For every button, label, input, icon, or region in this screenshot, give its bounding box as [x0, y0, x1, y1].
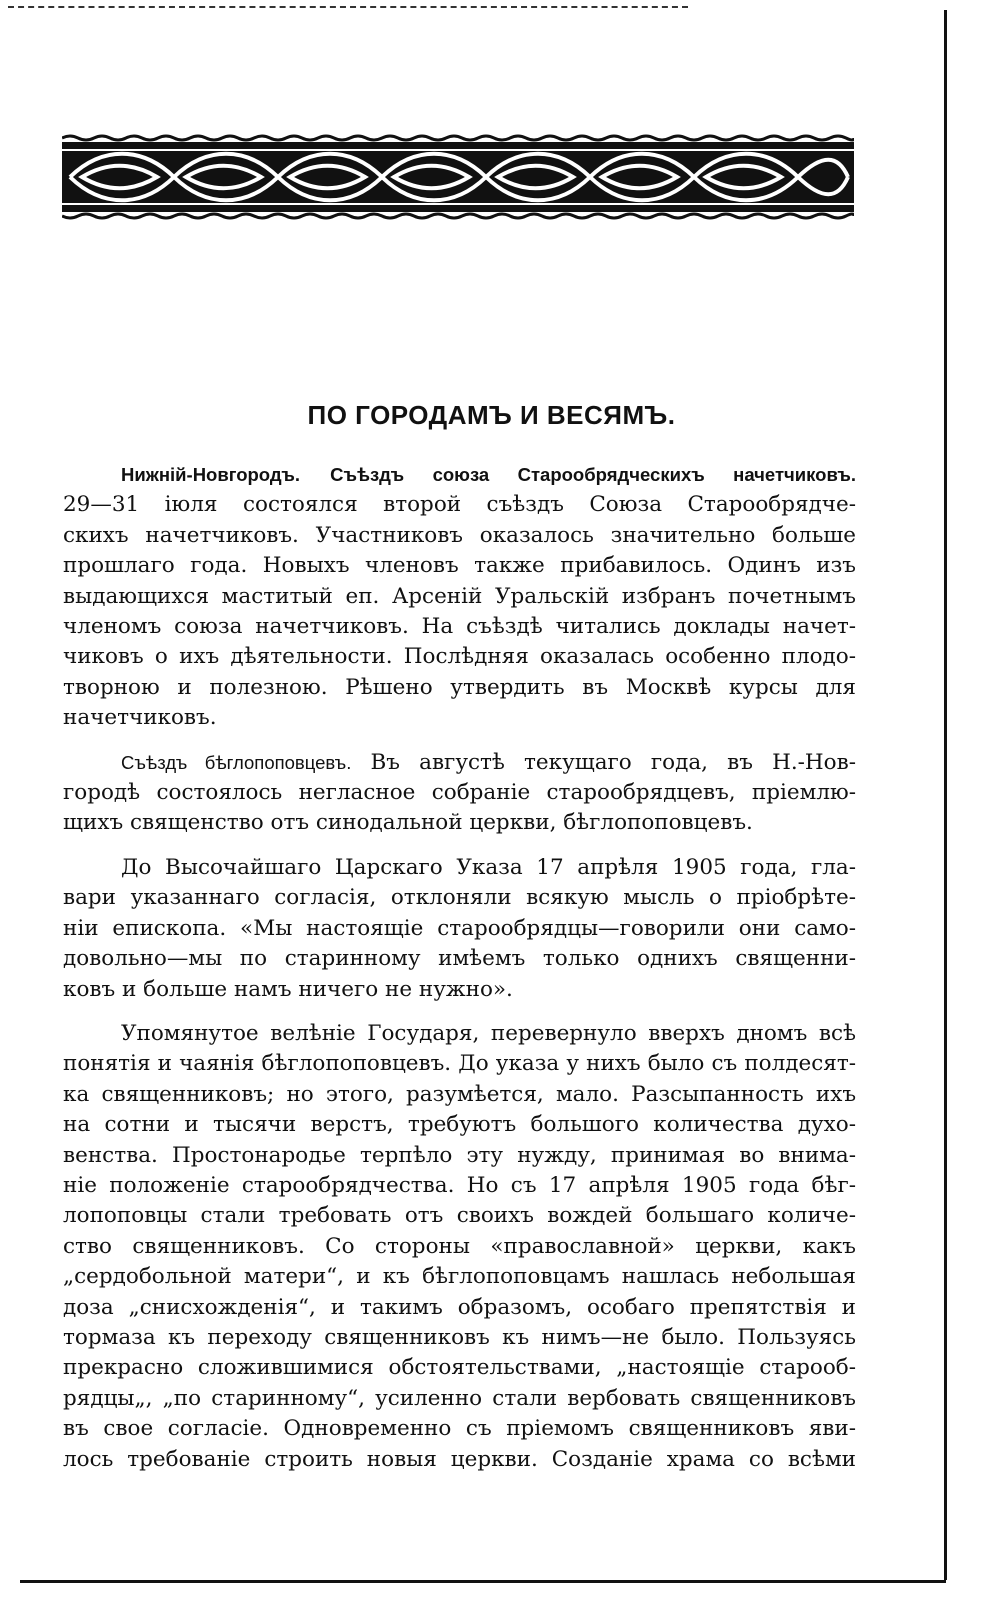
- text-line: венства. Простонародье терпѣло эту нужду, принимая во внима-: [63, 1142, 856, 1168]
- text-line: тормаза къ переходу священниковъ къ нимъ—не было. Пользуясь: [63, 1324, 856, 1350]
- paragraph-2-first-line: Упомянутое велѣніе Государя, перевернуло вверхъ дномъ всѣ: [121, 1020, 856, 1046]
- text-line: ка священниковъ; но этого, разумѣется, мало. Разсыпанность ихъ: [63, 1081, 856, 1107]
- text-line: лопоповцы стали требовать отъ своихъ вождей большаго количе-: [63, 1203, 856, 1229]
- text-line: творною и полезною. Рѣшено утвердить въ Москвѣ курсы для: [63, 674, 856, 700]
- text-line: выдающихся маститый еп. Арсеній Уральскій избранъ почетнымъ: [63, 583, 856, 609]
- text-line: прекрасно сложившимися обстоятельствами, „настоящіе старооб-: [63, 1355, 856, 1381]
- text-line: ніе положеніе старообрядчества. Но съ 17 апрѣля 1905 года бѣг-: [63, 1172, 856, 1198]
- text-line: довольно—мы по старинному имѣемъ только однихъ священни-: [63, 946, 856, 972]
- text-line: прошлаго года. Новыхъ членовъ также прибавилось. Одинъ изъ: [63, 553, 856, 579]
- article-body: [63, 460, 856, 1475]
- page-bottom-edge: [20, 1580, 946, 1583]
- text-line: щихъ священство отъ синодальной церкви, бѣглопоповцевъ.: [63, 810, 753, 836]
- section-2-line-rest: Въ августѣ текущаго года, въ Н.-Нов-: [370, 749, 856, 775]
- text-line: „сердобольной матери“, и къ бѣглопоповцамъ нашлась небольшая: [63, 1264, 856, 1290]
- text-line: вари указаннаго согласія, отклоняли всякую мысль о пріобрѣте-: [63, 885, 856, 911]
- text-line: 29—31 іюля состоялся второй съѣздъ Союза Старообрядче-: [63, 492, 856, 518]
- text-line: лось требованіе строить новыя церкви. Созданіе храма со всѣми: [63, 1446, 856, 1472]
- section-1-first-line: [63, 460, 856, 490]
- text-line: ковъ и больше намъ ничего не нужно».: [63, 976, 513, 1002]
- section-2-topic: Съѣздъ бѣглопоповцевъ.: [121, 751, 352, 773]
- text-line: скихъ начетчиковъ. Участниковъ оказалось значительно больше: [63, 522, 856, 548]
- text-line: начетчиковъ.: [63, 705, 217, 731]
- text-line: ніи епископа. «Мы настоящіе старообрядцы—говорили они само-: [63, 915, 856, 941]
- text-line: чиковъ о ихъ дѣятельности. Послѣдняя оказалась особенно плодо-: [63, 644, 856, 670]
- paragraph-1-first-line: До Высочайшаго Царскаго Указа 17 апрѣля 1905 года, гла-: [121, 854, 856, 880]
- text-line: ство священниковъ. Со стороны «православной» церкви, какъ: [63, 1233, 856, 1259]
- page-right-edge: [944, 10, 947, 1580]
- text-line: понятія и чаянія бѣглопоповцевъ. До указа у нихъ было съ полдесят-: [63, 1051, 856, 1077]
- section-1-city: Нижній-Новгородъ.: [121, 464, 300, 485]
- ornamental-header-band: [62, 134, 854, 220]
- article-title: ПО ГОРОДАМЪ И ВЕСЯМЪ.: [307, 400, 676, 430]
- section-2-first-line: [63, 748, 856, 778]
- text-line: на сотни и тысячи верстъ, требуютъ большого количества духо-: [63, 1112, 856, 1138]
- text-line: рядцы„, „по старинному“, усиленно стали вербовать священниковъ: [63, 1385, 856, 1411]
- text-line: доза „снисхожденія“, и такимъ образомъ, особаго препятствія и: [63, 1294, 856, 1320]
- text-line: членомъ союза начетчиковъ. На съѣздѣ читались доклады начет-: [63, 614, 856, 640]
- top-scan-edge: [8, 6, 688, 8]
- text-line: въ свое согласіе. Одновременно съ пріемомъ священниковъ яви-: [63, 1416, 856, 1442]
- text-line: городѣ состоялось негласное собраніе старообрядцевъ, пріемлю-: [63, 780, 856, 806]
- section-1-topic: Съѣздъ союза Старообрядческихъ начетчиковъ.: [330, 464, 856, 485]
